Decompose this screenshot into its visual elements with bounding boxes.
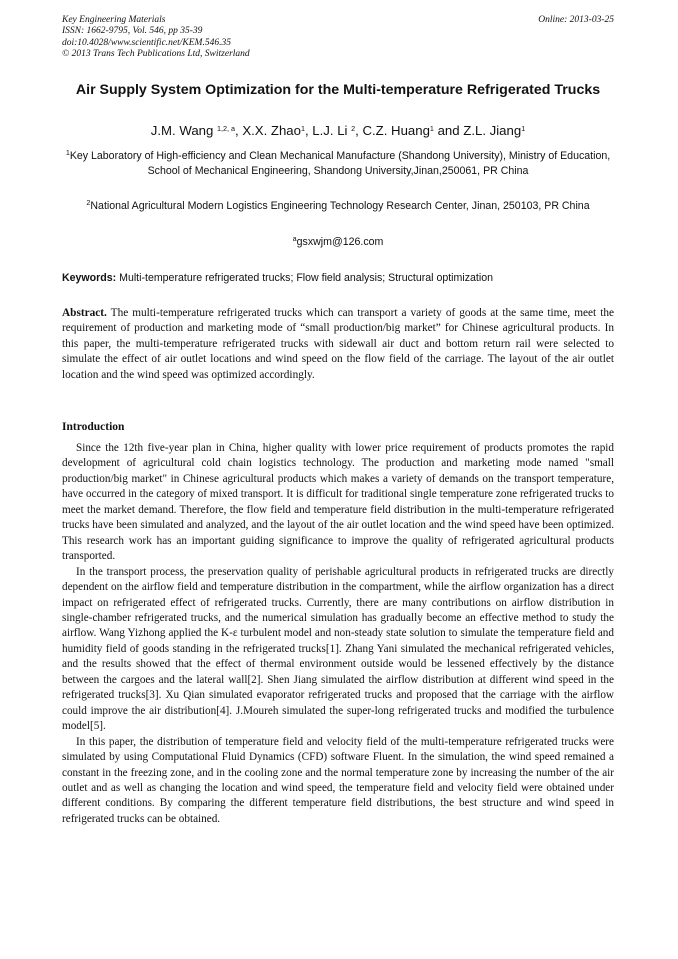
author-separator: , <box>234 123 243 138</box>
affiliation-text: National Agricultural Modern Logistics Engineering Technology Research Center, Jinan, 250103, PR China <box>90 200 590 212</box>
abstract <box>62 306 614 383</box>
doi-line: doi:10.4028/www.scientific.net/KEM.546.35 <box>62 37 231 48</box>
author-name: C.Z. Huang <box>362 123 430 138</box>
keywords-label: Keywords: <box>62 272 117 284</box>
affiliation-1 <box>62 149 614 178</box>
author-affil-mark: 1 <box>521 124 526 133</box>
author-affil-mark: 1 <box>300 124 305 133</box>
abstract-label: Abstract. <box>62 307 107 319</box>
author-name: L.J. Li <box>312 123 352 138</box>
affiliation-mark: 1 <box>65 148 70 157</box>
affiliation-mark: 2 <box>86 198 91 207</box>
email-address: gsxwjm@126.com <box>296 236 384 248</box>
email-mark: a <box>292 234 297 243</box>
online-date: Online: 2013-03-25 <box>538 15 614 25</box>
section-heading-introduction: Introduction <box>62 421 125 433</box>
author-affil-mark: 1 <box>429 124 434 133</box>
issn-line: ISSN: 1662-9795, Vol. 546, pp 35-39 <box>62 26 203 37</box>
author-affil-mark: 2 <box>351 124 356 133</box>
journal-name: Key Engineering Materials <box>62 15 166 25</box>
abstract-text: The multi-temperature refrigerated trucks which can transport a variety of goods at the same time, meet the requirement of production and marketing mode of “small production/big market” for Chinese agricultural products. In this paper, the multi-temperature refrigerated trucks with sidewall air duct and bottom return rail were selected to simulate the effect of air outlet locations and wind speed on the flow field of the carriage. The layout of the air outlet location and the wind speed was optimized accordingly. <box>62 307 614 381</box>
introduction-body <box>62 441 614 827</box>
author-separator: and <box>433 123 464 138</box>
paragraph: Since the 12th five-year plan in China, higher quality with lower price requirement of products promotes the rapid development of agricultural cold chain logistics technology. The production and marketing mode named "small production/big market" in Chinese agricultural products which makes a variety of demands on the transport temperature, have occurred in the category of mixed transport. It is difficult for traditional single temperature zone refrigerated trucks to meet the market demand. Therefore, the flow field and temperature field distribution in the multi-temperature refrigerated trucks have been simulated and analyzed, and the layout of the air outlet location and the wind speed have been optimized. This research work has an important guiding significance to improve the quality of refrigerated agricultural products transported. <box>62 442 614 563</box>
author-separator: , <box>304 123 313 138</box>
author-name: Z.L. Jiang <box>463 123 522 138</box>
author-affil-mark: 1,2, a <box>217 124 235 133</box>
keywords <box>62 271 614 285</box>
paragraph: In this paper, the distribution of temperature field and velocity field of the multi-temperature refrigerated trucks were simulated by using Computational Fluid Dynamics (CFD) software Fluent. In the simulation, the wind speed remained a constant in the freezing zone, and in the cooling zone and the normal temperature zone by increasing the number of the air outlet and as well as changing the location and wind speed, the temperature field and velocity field were obtained under different conditions. By comparing the different temperature field distributions, the best structure and wind speed in refrigerated trucks can be obtained. <box>62 735 614 825</box>
journal-header <box>62 15 614 61</box>
author-separator: , <box>355 123 363 138</box>
paragraph: In the transport process, the preservation quality of perishable agricultural products in refrigerated trucks are directly dependent on the airflow field and temperature distribution in the compartment, while the airflow organization has a direct impact on refrigerated effect of refrigerated trucks. Currently, there are many contributions on airflow distribution in single-chamber refrigerated trucks, and the numerical simulation has gradually become an effective method to study the airflow. Wang Yizhong applied the K-ε turbulent model and non-steady state solution to simulate the temperature field and humidity field of goods standing in the refrigerated trucks[1]. Zhang Yani simulated the mechanical refrigerated vehicles, and the results showed that the effect of thermal environment outside would be lessened effectively by the distance between the cargoes and the lateral wall[2]. Shen Jiang simulated the airflow distribution at different wind speed in the refrigerated trucks[3]. Xu Qian simulated evaporator refrigerated trucks and proposed that the carriage with the airflow could improve the air distribution[4]. J.Moureh simulated the super-long refrigerated trucks and modified the turbulence model[5]. <box>62 565 614 733</box>
contact-email <box>62 235 614 249</box>
keywords-text: Multi-temperature refrigerated trucks; Flow field analysis; Structural optimization <box>116 272 493 284</box>
affiliation-2 <box>62 199 614 214</box>
author-list <box>62 122 614 139</box>
author-name: X.X. Zhao <box>242 123 301 138</box>
affiliation-text: Key Laboratory of High-efficiency and Clean Mechanical Manufacture (Shandong University), Ministry of Education, School of Mechanical Engineering, Shandong University,Jinan,250061, PR China <box>69 150 611 177</box>
paper-title: Air Supply System Optimization for the Multi-temperature Refrigerated Trucks <box>75 82 601 98</box>
author-name: J.M. Wang <box>150 123 217 138</box>
copyright-line: © 2013 Trans Tech Publications Ltd, Switzerland <box>62 49 250 60</box>
